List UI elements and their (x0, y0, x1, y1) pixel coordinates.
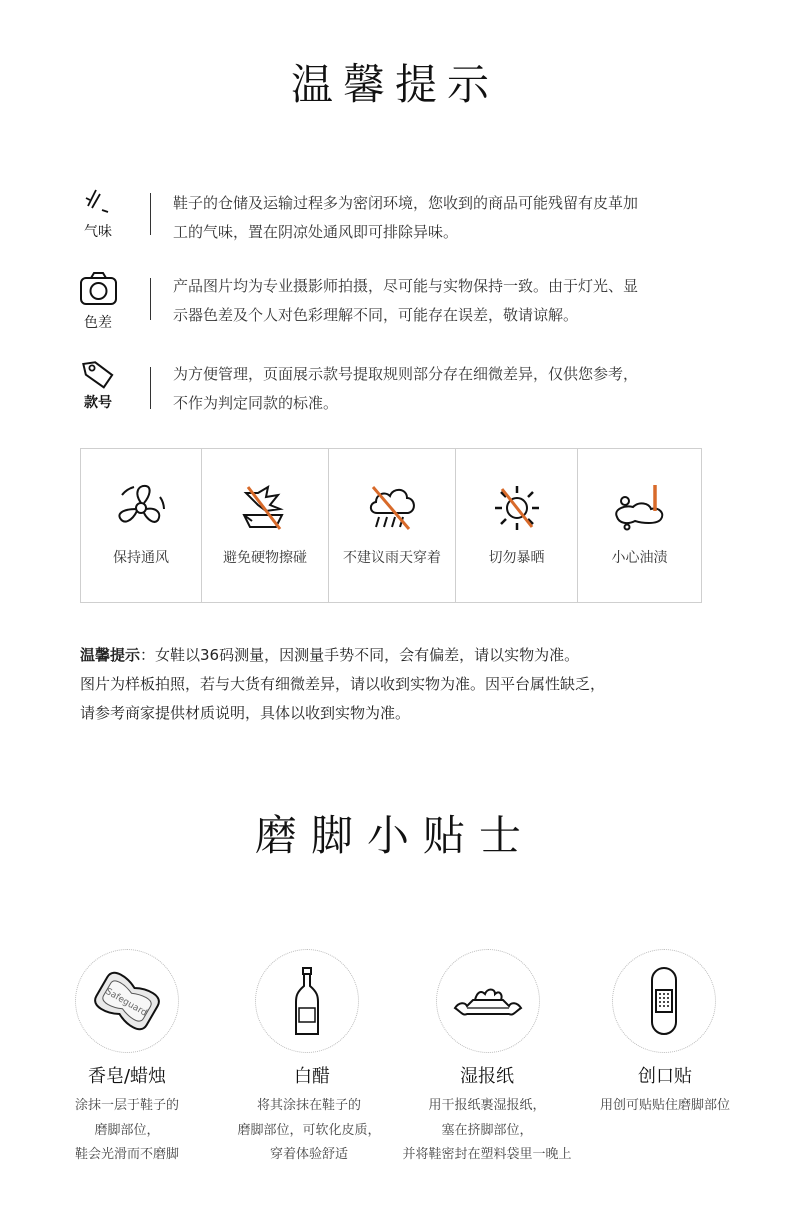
remedy-desc-line: 鞋会光滑而不磨脚 (74, 1147, 179, 1162)
notice-color (0, 266, 790, 336)
care-cell (202, 449, 329, 602)
camera-icon (78, 271, 120, 307)
notice-line: 不作为判定同款的标准。 (173, 394, 339, 412)
remedy-desc-line: 将其涂抹在鞋子的 (256, 1098, 361, 1113)
soap-brand-text: Safeguard (103, 986, 149, 1019)
oil-stain-icon (611, 483, 669, 533)
care-cell (456, 449, 578, 602)
remedy-desc-line: 磨脚部位， (94, 1122, 160, 1138)
notice-line: 鞋子的仓储及运输过程多为密闭环境，您收到的商品可能残留有皮革加 (173, 194, 639, 212)
notice-text (173, 360, 718, 418)
care-label: 小心油渍 (611, 550, 668, 566)
notice-line: 产品图片均为专业摄影师拍摄，尽可能与实物保持一致。由于灯光、显 (173, 277, 639, 295)
remedy-circle (612, 949, 716, 1053)
care-label: 不建议雨天穿着 (343, 550, 441, 566)
remedy-circle (255, 949, 359, 1053)
remedy-title: 香皂/蜡烛 (87, 1066, 167, 1087)
notice-smell (0, 183, 790, 253)
notice-line: 示器色差及个人对色彩理解不同，可能存在误差，敬请谅解。 (173, 306, 579, 324)
notice-text (173, 189, 718, 247)
smell-icon (78, 186, 120, 222)
care-grid (80, 448, 702, 603)
remedy-title: 湿报纸 (460, 1066, 514, 1087)
remedy-desc-line: 涂抹一层于鞋子的 (74, 1098, 179, 1113)
tips-line3: 请参考商家提供材质说明，具体以收到实物为准。 (80, 704, 411, 722)
remedy-title: 创口贴 (638, 1066, 692, 1087)
bandage-icon (625, 962, 703, 1040)
divider (150, 278, 151, 320)
tips-heading: 温馨提示 (80, 646, 141, 664)
no-scratch-icon (236, 483, 294, 533)
remedy-desc-line: 用干报纸裹湿报纸， (428, 1098, 546, 1113)
care-cell (578, 449, 701, 602)
notice-line: 工的气味，置在阴凉处通风即可排除异味。 (173, 223, 459, 241)
notice-sku (0, 355, 790, 425)
vinegar-bottle-icon (268, 962, 346, 1040)
page-title: 温馨提示 (290, 60, 499, 109)
no-sun-icon (488, 483, 546, 533)
care-cell (81, 449, 202, 602)
remedy-circle (75, 949, 179, 1053)
wet-wipes-icon (449, 962, 527, 1040)
fan-icon (112, 483, 170, 533)
section-title: 磨脚小贴士 (254, 811, 535, 860)
divider (150, 193, 151, 235)
notice-label: 色差 (84, 315, 112, 331)
remedy-desc (565, 1094, 765, 1119)
care-label: 保持通风 (113, 550, 169, 566)
tips-line1: ：女鞋以36码测量，因测量手势不同，会有偏差，请以实物为准。 (140, 646, 580, 664)
tips-paragraph (80, 641, 720, 728)
remedy-desc (209, 1094, 409, 1168)
notice-line: 为方便管理，页面展示款号提取规则部分存在细微差异，仅供您参考， (173, 365, 639, 383)
remedy-desc-line: 并将鞋密封在塑料袋里一晚上 (402, 1147, 572, 1162)
notice-label: 款号 (84, 395, 112, 411)
soap-icon (88, 962, 166, 1040)
care-label: 避免硬物擦碰 (223, 550, 307, 566)
tag-icon (78, 358, 120, 394)
divider (150, 367, 151, 409)
remedy-desc-line: 磨脚部位，可软化皮质， (237, 1122, 381, 1138)
remedy-desc-line: 用创可贴贴住磨脚部位 (599, 1098, 730, 1113)
tips-line (80, 641, 720, 670)
remedy-desc (27, 1094, 227, 1168)
tips-line2: 图片为样板拍照，若与大货有细微差异，请以收到实物为准。因平台属性缺乏， (80, 675, 606, 693)
remedy-desc-line: 塞在挤脚部位， (441, 1122, 533, 1138)
notice-label: 气味 (84, 224, 112, 240)
remedy-title: 白醋 (294, 1066, 330, 1087)
care-cell (329, 449, 456, 602)
notice-text (173, 272, 718, 330)
remedy-circle (436, 949, 540, 1053)
remedy-desc (387, 1094, 587, 1168)
remedy-desc-line: 穿着体验舒适 (269, 1147, 348, 1162)
care-label: 切勿暴晒 (488, 550, 545, 566)
no-rain-icon (363, 483, 421, 533)
